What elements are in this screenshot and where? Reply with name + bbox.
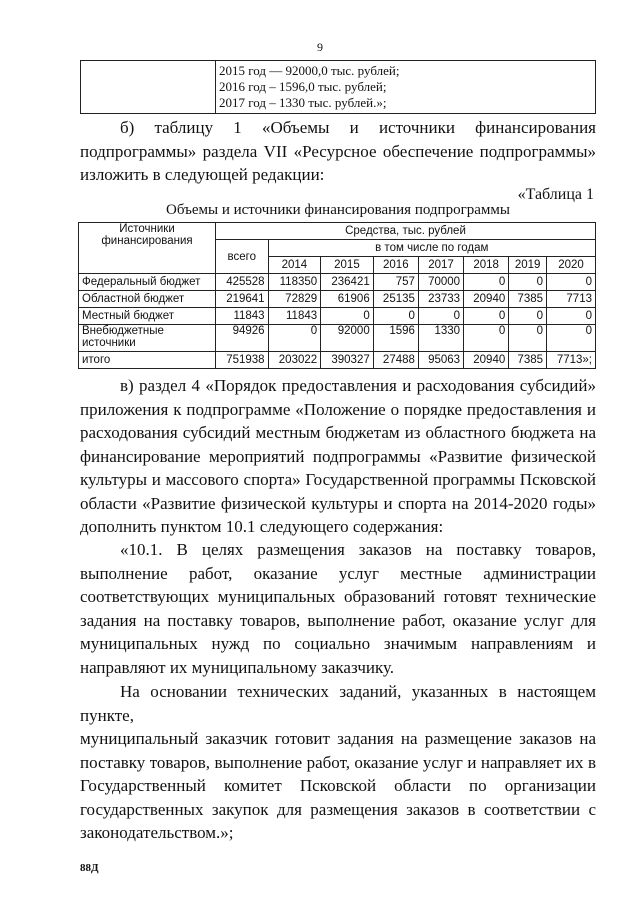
table-title: Объемы и источники финансирования подпрограммы	[166, 202, 510, 218]
cell-value: 0	[509, 274, 547, 291]
cell-value: 1330	[418, 325, 463, 352]
paragraph-line: приложения к подпрограмме «Положение о порядке предоставления и	[80, 399, 596, 419]
paragraph-line: законодательством.»;	[80, 823, 234, 842]
paragraph-line: Государственный комитет Псковской области по организации	[80, 776, 596, 795]
cell-value: 72829	[268, 291, 321, 308]
cell-value: 236421	[321, 274, 374, 291]
cell-value: 0	[321, 308, 374, 325]
paragraph-line: финансирование мероприятий подпрограммы «Развитие физической	[80, 446, 596, 466]
continuation-empty-cell	[81, 61, 216, 114]
page-number: 9	[317, 40, 323, 54]
cell-value: 61906	[321, 291, 374, 308]
paragraph-line: соответствующих муниципальных образований готовят технические	[80, 587, 596, 606]
cell-value: 118350	[268, 274, 321, 291]
paragraph-v	[80, 374, 596, 539]
paragraph-line: в) раздел 4 «Порядок предоставления и расходования субсидий»	[120, 376, 596, 395]
cell-value: 95063	[418, 352, 463, 369]
row-label: Областной бюджет	[79, 291, 216, 308]
paragraph-line: расходования субсидий местным бюджетам из областного бюджета на	[80, 423, 596, 442]
cell-value: 20940	[464, 291, 509, 308]
header-year: 2019	[509, 257, 547, 274]
paragraph-line: муниципальный заказчик готовит задания на размещение заказов на	[80, 729, 596, 748]
header-year: 2017	[418, 257, 463, 274]
cell-value: 425528	[216, 274, 269, 291]
cell-value: 7385	[509, 352, 547, 369]
paragraph-line: выполнение работ, оказание услуг местные администрации	[80, 563, 596, 583]
paragraph-line: направляют их муниципальному заказчику.	[80, 657, 395, 677]
funding-line: 2017 год – 1330 тыс. рублей.»;	[219, 95, 387, 110]
cell-value: 0	[418, 308, 463, 325]
paragraph-line: подпрограммы» раздела VII «Ресурсное обеспечение подпрограммы»	[80, 141, 596, 161]
table-caption: «Таблица 1	[517, 186, 594, 203]
cell-value: 0	[547, 325, 596, 352]
paragraph-line: задания на поставку товаров, выполнение работ, оказание услуг для	[80, 610, 596, 630]
cell-value: 390327	[321, 352, 374, 369]
paragraph-line: «10.1. В целях размещения заказов на поставку товаров,	[120, 540, 596, 559]
header-year: 2018	[464, 257, 509, 274]
cell-value: 0	[547, 308, 596, 325]
cell-value: 27488	[373, 352, 418, 369]
cell-value: 20940	[464, 352, 509, 369]
paragraph-basis	[80, 680, 596, 845]
row-label: итого	[79, 352, 216, 369]
cell-value: 92000	[321, 325, 374, 352]
funding-line: 2015 год — 92000,0 тыс. рублей;	[219, 63, 400, 78]
cell-value: 0	[268, 325, 321, 352]
paragraph-line: поставку товаров, выполнение работ, оказание услуг и направляет их в	[80, 752, 596, 772]
table-row	[79, 291, 596, 308]
paragraph-line: б) таблицу 1 «Объемы и источники финансирования	[120, 118, 596, 137]
cell-value: 7713»;	[547, 352, 596, 369]
cell-value: 757	[373, 274, 418, 291]
cell-value: 11843	[268, 308, 321, 325]
cell-value: 11843	[216, 308, 269, 325]
paragraph-line: изложить в следующей редакции:	[80, 165, 325, 184]
table-row	[79, 308, 596, 325]
continuation-table	[80, 60, 596, 114]
cell-value: 203022	[268, 352, 321, 369]
cell-value: 1596	[373, 325, 418, 352]
row-label: Местный бюджет	[79, 308, 216, 325]
cell-value: 7385	[509, 291, 547, 308]
header-funds: Средства, тыс. рублей	[216, 223, 596, 240]
cell-value: 70000	[418, 274, 463, 291]
cell-value: 0	[547, 274, 596, 291]
header-year: 2015	[321, 257, 374, 274]
cell-value: 0	[509, 308, 547, 325]
header-years-group: в том числе по годам	[268, 240, 595, 257]
header-year: 2016	[373, 257, 418, 274]
cell-value: 0	[464, 274, 509, 291]
cell-value: 23733	[418, 291, 463, 308]
header-year: 2014	[268, 257, 321, 274]
cell-value: 7713	[547, 291, 596, 308]
paragraph-line: культуры и массового спорта» Государственной программы Псковской	[80, 470, 596, 489]
header-year: 2020	[547, 257, 596, 274]
row-label: Федеральный бюджет	[79, 274, 216, 291]
paragraph-line: области «Развитие физической культуры и спорта на 2014-2020 годы»	[80, 493, 596, 513]
cell-value: 0	[509, 325, 547, 352]
funding-line: 2016 год – 1596,0 тыс. рублей;	[219, 79, 387, 94]
cell-value: 219641	[216, 291, 269, 308]
paragraph-line: На основании технических заданий, указанных в настоящем пункте,	[80, 682, 596, 725]
footer-code: 88Д	[80, 862, 99, 874]
header-source: Источники финансирования	[79, 223, 216, 274]
paragraph-line: муниципальных нужд по социально значимым направлениям и	[80, 634, 596, 653]
cell-value: 751938	[216, 352, 269, 369]
paragraph-line: дополнить пунктом 10.1 следующего содержания:	[80, 517, 444, 536]
cell-value: 0	[464, 325, 509, 352]
row-label: Внебюджетные источники	[79, 325, 216, 352]
finance-table	[78, 222, 596, 369]
cell-value: 0	[373, 308, 418, 325]
table-total-row	[79, 352, 596, 369]
header-total: всего	[216, 240, 269, 274]
paragraph-b	[80, 116, 596, 187]
cell-value: 0	[464, 308, 509, 325]
paragraph-line: государственных закупок для размещения заказов в соответствии с	[80, 799, 596, 819]
table-row	[79, 274, 596, 291]
continuation-funding-cell	[216, 61, 596, 114]
cell-value: 25135	[373, 291, 418, 308]
cell-value: 94926	[216, 325, 269, 352]
paragraph-10-1	[80, 538, 596, 679]
table-row	[79, 325, 596, 352]
